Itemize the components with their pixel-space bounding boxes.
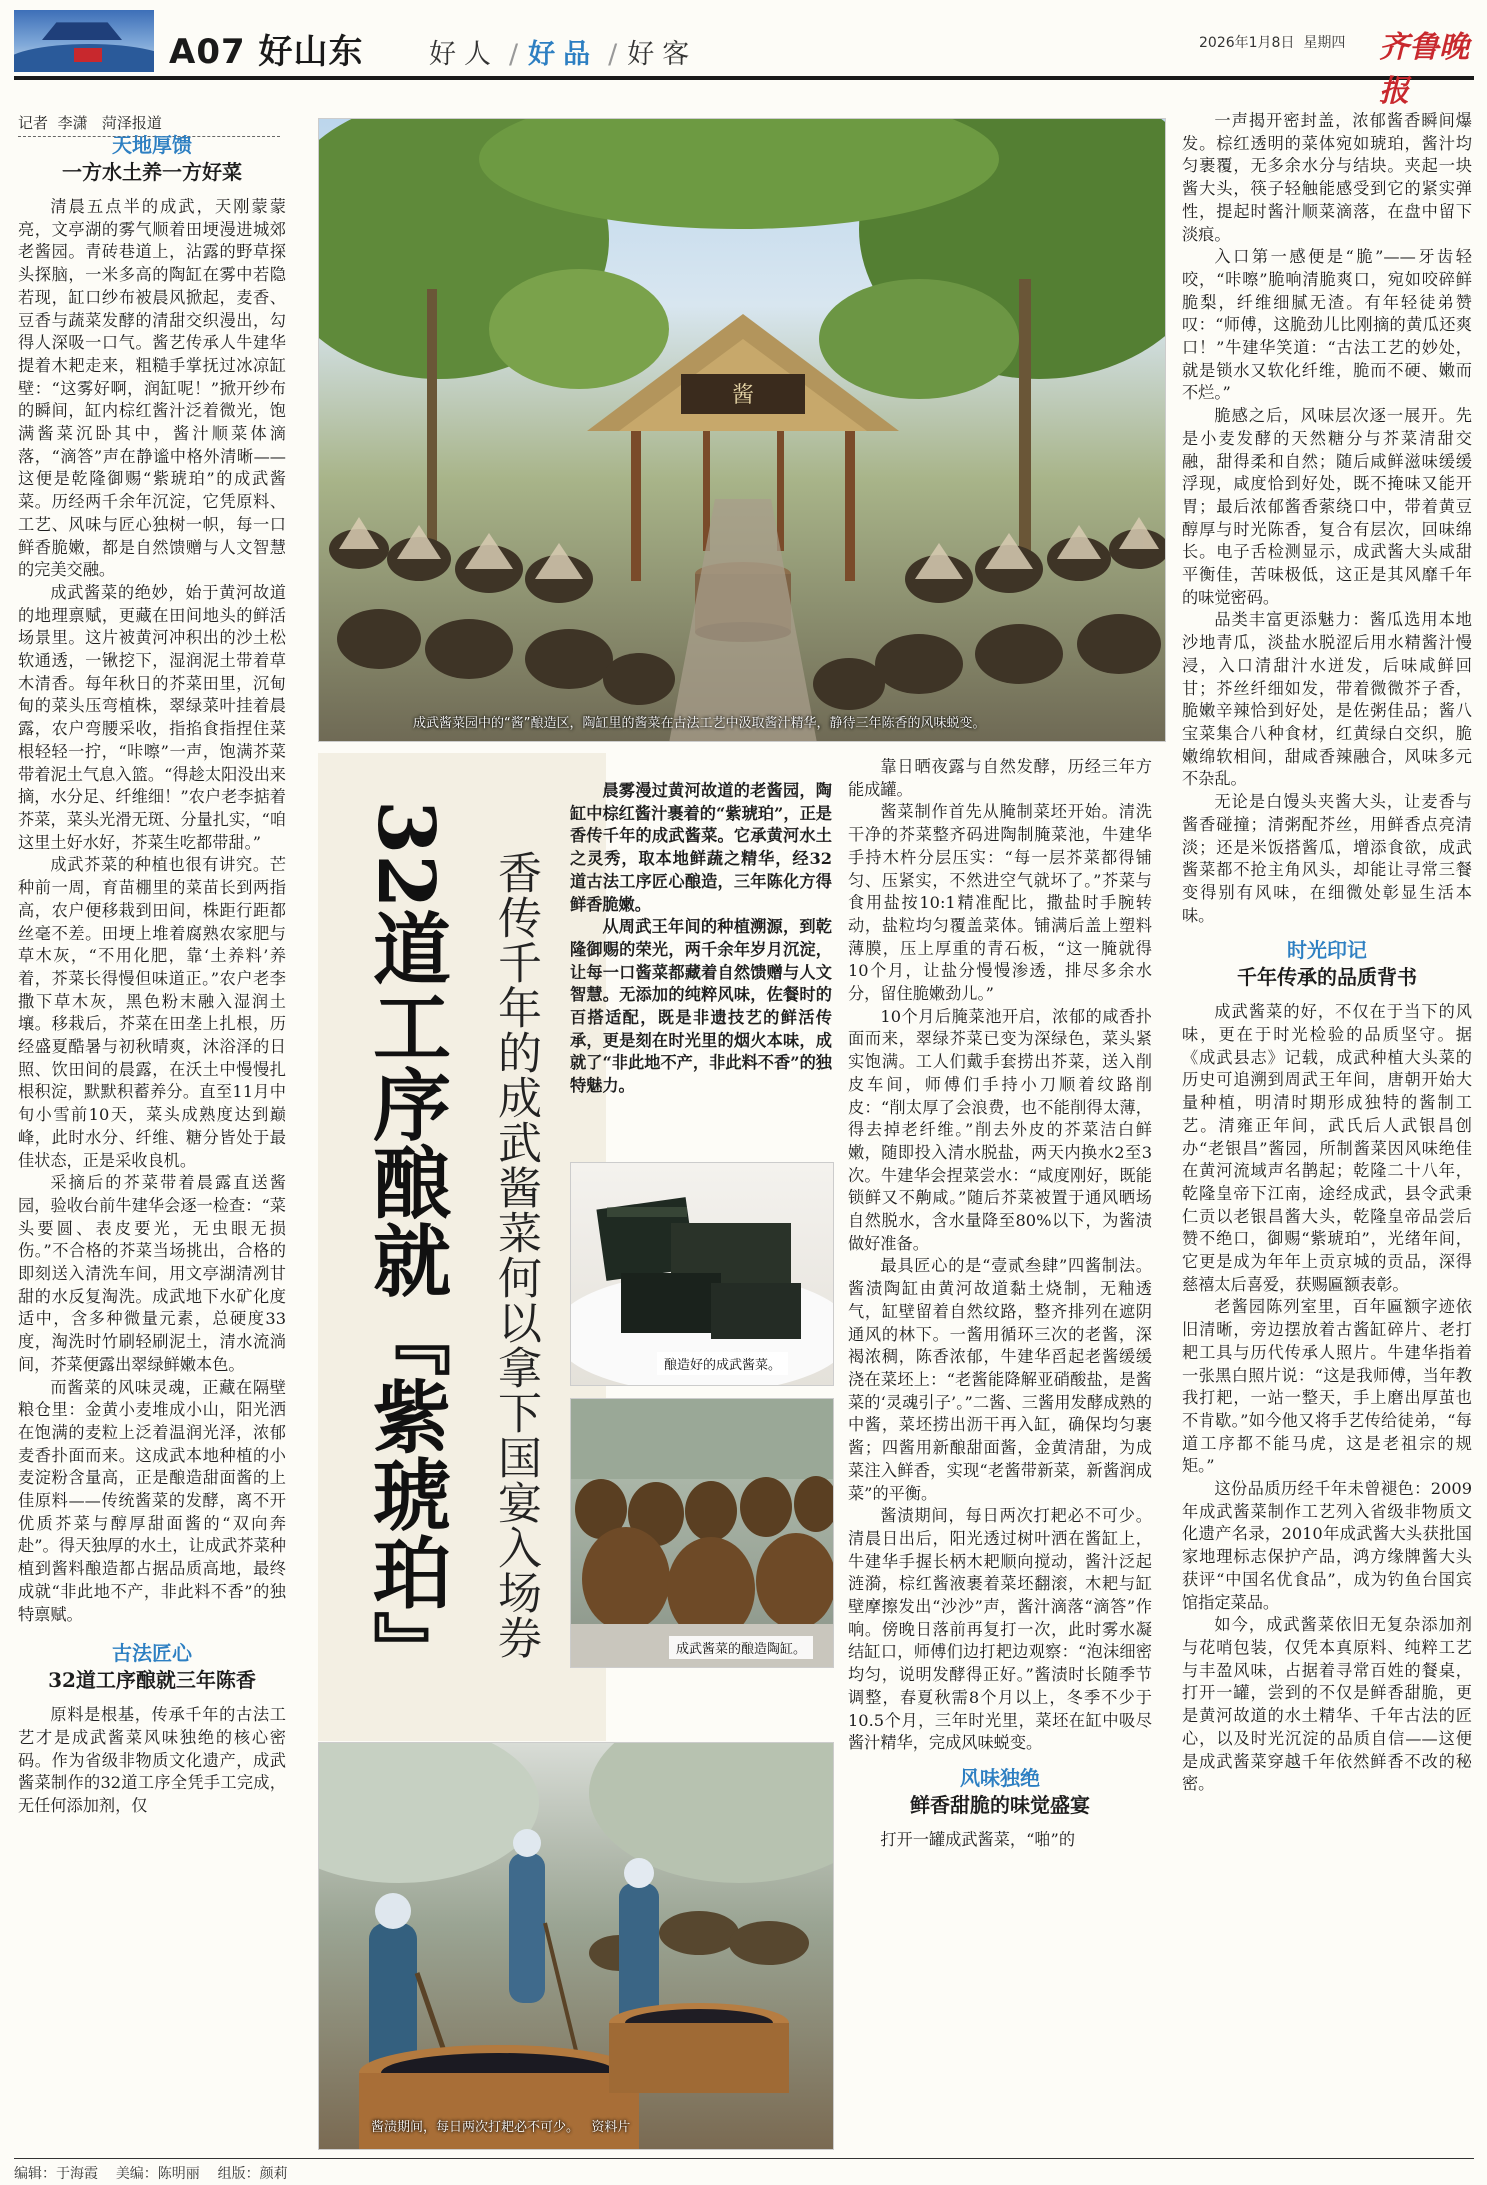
caption-top-photo: 成武酱菜园中的“酱”酿造区，陶缸里的酱菜在古法工艺中汲取酱汁精华，静待三年陈香的风味蜕变。	[413, 716, 986, 731]
paragraph: 打开一罐成武酱菜，“啪”的	[880, 1829, 1076, 1849]
paragraph: 成武芥菜的种植也很有讲究。芒种前一周，育苗棚里的菜苗长到两指高，农户便移栽到田间，株距行距都丝毫不差。田埂上堆着腐熟农家肥与草木灰，“不用化肥，靠‘土养料’养着，芥菜长得慢但味道正。”农户老李撒下草木灰，黑色粉末融入湿润土壤。移栽后，芥菜在田垄上扎根，历经盛夏酷暑与初秋晴爽，沐浴泽的日照、饮田间的晨露，在沃土中慢慢扎根积淀，默默积蓄养分。直至11月中旬小雪前10天，菜头成熟度达到巅峰，此时水分、纤维、糖分皆处于最佳状态，正是采收良机。	[18, 855, 286, 1170]
kicker-shiguang: 时光印记	[1287, 938, 1367, 963]
caption-workers	[371, 2116, 630, 2135]
nav-item-haoke[interactable]: 好客	[627, 39, 698, 70]
caption-pickle: 酿造好的成武酱菜。	[657, 1352, 788, 1375]
jars-svg	[571, 1399, 834, 1668]
body-col4-2	[1182, 1001, 1472, 1796]
subhead-32-steps: 32道工序酿就三年陈香	[48, 1668, 256, 1693]
paragraph: 酱菜制作首先从腌制菜坯开始。清洗干净的芥菜整齐码进陶制腌菜池，牛建华手持木杵分层压实：“每一层芥菜都得铺匀、压紧实，不然进空气就坏了。”芥菜与食用盐按10:1精准配比，撒盐时手腕转动，盐粒均匀覆盖菜体。铺满后盖上塑料薄膜，压上厚重的青石板，“这一腌就得10个月，让盐分慢慢渗透，排尽多余水分，留住脆嫩劲儿。”	[848, 802, 1152, 1004]
column-middle-right	[848, 756, 1152, 2156]
paragraph: 品类丰富更添魅力：酱瓜选用本地沙地青瓜，淡盐水脱涩后用水精酱汁慢浸，入口清甜汁水迸发，后味咸鲜回甘；芥丝纤细如发，带着微微芥子香，脆嫩辛辣恰到好处，是佐粥佳品；酱八宝菜集合八种食材，红黄绿白交织，脆嫩绵软相间，甜咸香辣融合，风味多元不杂乱。	[1182, 610, 1472, 789]
workers-svg	[319, 1743, 834, 2150]
paragraph: 一声揭开密封盖，浓郁酱香瞬间爆发。棕红透明的菜体宛如琥珀，酱汁均匀裹覆，无多余水分与结块。夹起一块酱大头，筷子轻触能感受到它的紧实弹性，提起时酱汁顺菜滴落，在盘中留下淡痕。	[1182, 111, 1472, 244]
paragraph: 成武酱菜的好，不仅在于当下的风味，更在于时光检验的品质坚守。据《成武县志》记载，成武种植大头菜的历史可追溯到周武王年间，唐朝开始大量种植，明清时期形成独特的酱制工艺。清雍正年间，武氏后人武银昌创办“老银昌”酱园，所制酱菜因风味绝佳在黄河流域声名鹊起；乾隆二十八年，乾隆皇帝下江南，途经成武，县令武秉仁贡以老银昌酱大头，乾隆皇帝品尝后赞不绝口，御赐“紫琥珀”，光绪年间，它更是成为年年上贡京城的贡品，深得慈禧太后喜爱，获赐匾额表彰。	[1182, 1002, 1472, 1294]
subhead-yifang: 一方水土养一方好菜	[62, 160, 242, 184]
masthead-logo: 齐鲁晚报	[1379, 30, 1469, 109]
paragraph: 清晨五点半的成武，天刚蒙蒙亮，文亭湖的雾气顺着田埂漫进城郊老酱园。青砖巷道上，沾露的野草探头探脑，一米多高的陶缸在雾中若隐若现，缸口纱布被晨风掀起，麦香、豆香与蔬菜发酵的清甜交织漫出，勾得人深吸一口气。酱艺传承人牛建华提着木耙走来，粗糙手掌抚过冰凉缸壁：“这雾好啊，润缸呢！”掀开纱布的瞬间，缸内棕红酱汁泛着微光，饱满酱菜沉卧其中，酱汁顺菜体滴落，“滴答”声在静谧中格外清晰——这便是乾隆御赐“紫琥珀”的成武酱菜。历经两千余年沉淀，它凭原料、工艺、风味与匠心独树一帜，每一口鲜香脆嫩，都是自然馈赠与人文智慧的完美交融。	[18, 197, 286, 580]
body-section-2	[18, 1704, 286, 1818]
paragraph: 这份品质历经千年未曾褪色：2009年成武酱菜制作工艺列入省级非物质文化遗产名录，2010年成武酱大头获批国家地理标志保护产品，鸿方缘牌酱大头获评“中国名优食品”，成为钓鱼台国宾馆指定菜品。	[1182, 1479, 1472, 1612]
column-right	[1182, 110, 1472, 2156]
photo-pickled-vegetables	[570, 1162, 834, 1386]
byline-role: 记者	[18, 114, 49, 132]
body-col3-tail	[848, 1829, 1152, 1852]
paragraph: 从周武王年间的种植溯源，到乾隆御赐的荣光，两千余年岁月沉淀，让每一口酱菜都藏着自然馈赠与人文智慧。无添加的纯粹风味，佐餐时的百搭适配，既是非遗技艺的鲜活传承，更是刻在时光里的烟火本味，成就了“非此地不产，非此料不香”的独特魅力。	[570, 917, 832, 1096]
paragraph: 而酱菜的风味灵魂，正藏在隔壁粮仓里：金黄小麦堆成小山，阳光洒在饱满的麦粒上泛着温润光泽，浓郁麦香扑面而来。这成武本地种植的小麦淀粉含量高，正是酿造甜面酱的上佳原料——传统酱菜的发酵，离不开优质芥菜与醇厚甜面酱的“双向奔赴”。得天独厚的水土，让成武芥菜种植到酱料酿造都占据品质高地，最终成就“非此地不产，非此料不香”的独特禀赋。	[18, 1377, 286, 1624]
body-col3	[848, 756, 1152, 1755]
nav-item-haopin[interactable]: 好品	[528, 39, 599, 70]
footer-layout: 组版：颜莉	[217, 2166, 288, 2182]
headline-title: 32道工序酿就『紫琥珀』	[360, 800, 451, 1689]
photo-workers-stirring	[318, 1742, 834, 2150]
paragraph: 10个月后腌菜池开启，浓郁的咸香扑面而来，翠绿芥菜已变为深绿色，菜头紧实饱满。工人们戴手套捞出芥菜，送入削皮车间，师傅们手持小刀顺着纹路削皮：“削太厚了会浪费，也不能削得太薄，得去掉老纤维。”削去外皮的芥菜洁白鲜嫩，随即投入清水脱盐，两天内换水2至3次。牛建华会捏菜尝水：“咸度刚好，既能锁鲜又不齁咸。”随后芥菜被置于通风晒场自然脱水，含水量降至80%以下，为酱渍做好准备。	[848, 1006, 1152, 1253]
subhead-shiguang: 千年传承的品质背书	[1237, 965, 1417, 990]
paragraph: 采摘后的芥菜带着晨露直送酱园，验收台前牛建华会逐一检查：“菜头要圆、表皮要光，无虫眼无损伤。”不合格的芥菜当场挑出，合格的即刻送入清洗车间，用文亭湖清冽甘甜的水反复淘洗。成武地下水矿化度适中，含多种微量元素，总硬度33度，淘洗时竹刷轻刷泥土，清水流淌间，芥菜便露出翠绿鲜嫩本色。	[18, 1173, 286, 1374]
date-text: 2026年1月8日	[1199, 35, 1295, 51]
nav-item-haoren[interactable]: 好人	[429, 39, 499, 70]
paragraph: 入口第一感便是“脆”——牙齿轻咬，“咔嚓”脆响清脆爽口，宛如咬碎鲜脆梨，纤维细腻无渣。有年轻徒弟赞叹：“师傅，这脆劲儿比刚摘的黄瓜还爽口！”牛建华笑道：“古法工艺的妙处，就是锁水又软化纤维，脆而不硬、嫩而不烂。”	[1182, 247, 1472, 403]
byline-place: 菏泽报道	[101, 114, 162, 132]
footer-editor: 编辑：于海霞	[14, 2166, 98, 2182]
page-number-section	[169, 24, 363, 73]
caption-workers-text: 酱渍期间，每日两次打耙必不可少。	[371, 2120, 580, 2135]
body-section-1	[18, 196, 286, 1626]
paragraph: 最具匠心的是“壹贰叁肆”四酱制法。酱渍陶缸由黄河故道黏土烧制，无釉透气，缸壁留着自然纹路，整齐排列在遮阴通风的林下。一酱用循环三次的老酱，深褐浓稠，陈香浓郁，牛建华舀起老酱缓缓浇在菜坯上：“老酱能降解亚硝酸盐，是酱菜的‘灵魂引子’。”二酱、三酱用发酵成熟的中酱，菜坯捞出沥干再入缸，确保均匀裹酱；四酱用新酿甜面酱，金黄清甜，为成菜注入鲜香，实现“老酱带新菜，新酱润成菜”的平衡。	[848, 1256, 1152, 1503]
paragraph: 靠日晒夜露与自然发酵，历经三年方能成罐。	[848, 757, 1152, 799]
photo-pavilion-jars	[318, 118, 1166, 742]
page-number: A07	[169, 32, 246, 72]
pavilion-scene-svg	[319, 119, 1166, 742]
photo-brewing-jars	[570, 1398, 834, 1668]
lede-text	[570, 780, 832, 1098]
byline-name: 李潇	[57, 114, 88, 132]
paragraph: 脆感之后，风味层次逐一展开。先是小麦发酵的天然糖分与芥菜清甜交融，甜得柔和自然；随后咸鲜滋味缓缓浮现，咸度恰到好处，既不掩味又能开胃；最后浓郁酱香萦绕口中，带着黄豆醇厚与时光陈香，复合有层次，回味绵长。电子舌检测显示，成武酱大头咸甜平衡佳，苦味极低，这正是其风靡千年的味觉密码。	[1182, 406, 1472, 607]
header-illustration	[14, 10, 154, 72]
issue-date	[1199, 32, 1345, 52]
kicker-gufa: 古法匠心	[112, 1641, 192, 1666]
paragraph: 原料是根基，传承千年的古法工艺才是成武酱菜风味独绝的核心密码。作为省级非物质文化遗产，成武酱菜制作的32道工序全凭手工完成，无任何添加剂，仅	[18, 1705, 286, 1816]
subhead-fengwei: 鲜香甜脆的味觉盛宴	[910, 1792, 1090, 1817]
paragraph: 如今，成武酱菜依旧无复杂添加剂与花哨包装，仅凭本真原料、纯粹工艺与丰盈风味，占据着寻常百姓的餐桌，打开一罐，尝到的不仅是鲜香甜脆，更是黄河故道的水土精华、千年古法的匠心，以及时光沉淀的品质自信——这便是成武酱菜穿越千年依然鲜香不改的秘密。	[1182, 1615, 1472, 1794]
kicker-tiandi: 天地厚馈	[112, 133, 192, 157]
page-header	[14, 10, 1474, 109]
kicker-fengwei: 风味独绝	[960, 1765, 1040, 1790]
caption-jars: 成武酱菜的酿造陶缸。	[669, 1636, 813, 1659]
paragraph: 成武酱菜的绝妙，始于黄河故道的地理禀赋，更藏在田间地头的鲜活场景里。这片被黄河冲积出的沙土松软通透，一锹挖下，湿润泥土带着草木清香。每年秋日的芥菜田里，沉甸甸的菜头压弯植株，翠绿菜叶挂着晨露，农户弯腰采收，指掐食指捏住菜根轻轻一拧，“咔嚓”一声，饱满芥菜带着泥土气息入篮。“得趁太阳没出来摘，水分足、纤维细！”农户老李掂着芥菜，菜头光滑无斑、分量扎实，“咱这里土好水好，芥菜生吃都带甜。”	[18, 582, 286, 852]
section-nav: 好人 / 好品 / 好客	[429, 39, 698, 70]
paragraph: 酱渍期间，每日两次打耙必不可少。清晨日出后，阳光透过树叶洒在酱缸上，牛建华手握长柄木耙顺向搅动，酱汁泛起涟漪，棕红酱液裹着菜坯翻滚，木耙与缸壁摩擦发出“沙沙”声，酱汁滴落“滴答”作响。傍晚日落前再复打一次，此时雾水凝结缸口，师傅们边打耙边观察：“泡沫细密均匀，说明发酵得正好。”酱渍时长随季节调整，春夏秋需8个月以上，冬季不少于10.5个月，三年时光里，菜坯在缸中吸尽酱汁精华，完成风味蜕变。	[848, 1506, 1152, 1753]
pavilion-sign: 酱	[731, 383, 755, 408]
paragraph: 无论是白馒头夹酱大头，让麦香与酱香碰撞；清粥配芥丝，用鲜香点亮清淡；还是米饭搭酱瓜，增添食欲，成武酱菜都不抢主角风头，却能让寻常三餐变得别有风味，在细微处彰显生活本味。	[1182, 792, 1472, 925]
paragraph: 老酱园陈列室里，百年匾额字迹依旧清晰，旁边摆放着古酱缸碎片、老打耙工具与历代传承人照片。牛建华指着一张黑白照片说：“这是我师傅，当年教我打耙，一站一整天，手上磨出厚茧也不肯歇。”如今他又将手艺传给徒弟，“每道工序都不能马虎，这是老祖宗的规矩。”	[1182, 1297, 1472, 1476]
column-left	[18, 126, 286, 2156]
headline-subtitle: 香传千年的成武酱菜何以拿下国宴入场券	[490, 850, 541, 1660]
page-footer	[14, 2158, 1474, 2183]
weekday-text: 星期四	[1303, 35, 1346, 51]
footer-designer: 美编：陈明丽	[115, 2166, 200, 2182]
section-name: 好山东	[258, 32, 364, 72]
caption-credit: 资料片	[591, 2120, 631, 2135]
paragraph: 晨雾漫过黄河故道的老酱园，陶缸中棕红酱汁裹着的“紫琥珀”，正是香传千年的成武酱菜。它承黄河水土之灵秀，取本地鲜蔬之精华，经32道古法工序匠心酿造，三年陈化方得鲜香脆嫩。	[570, 781, 832, 914]
body-col4	[1182, 110, 1472, 927]
